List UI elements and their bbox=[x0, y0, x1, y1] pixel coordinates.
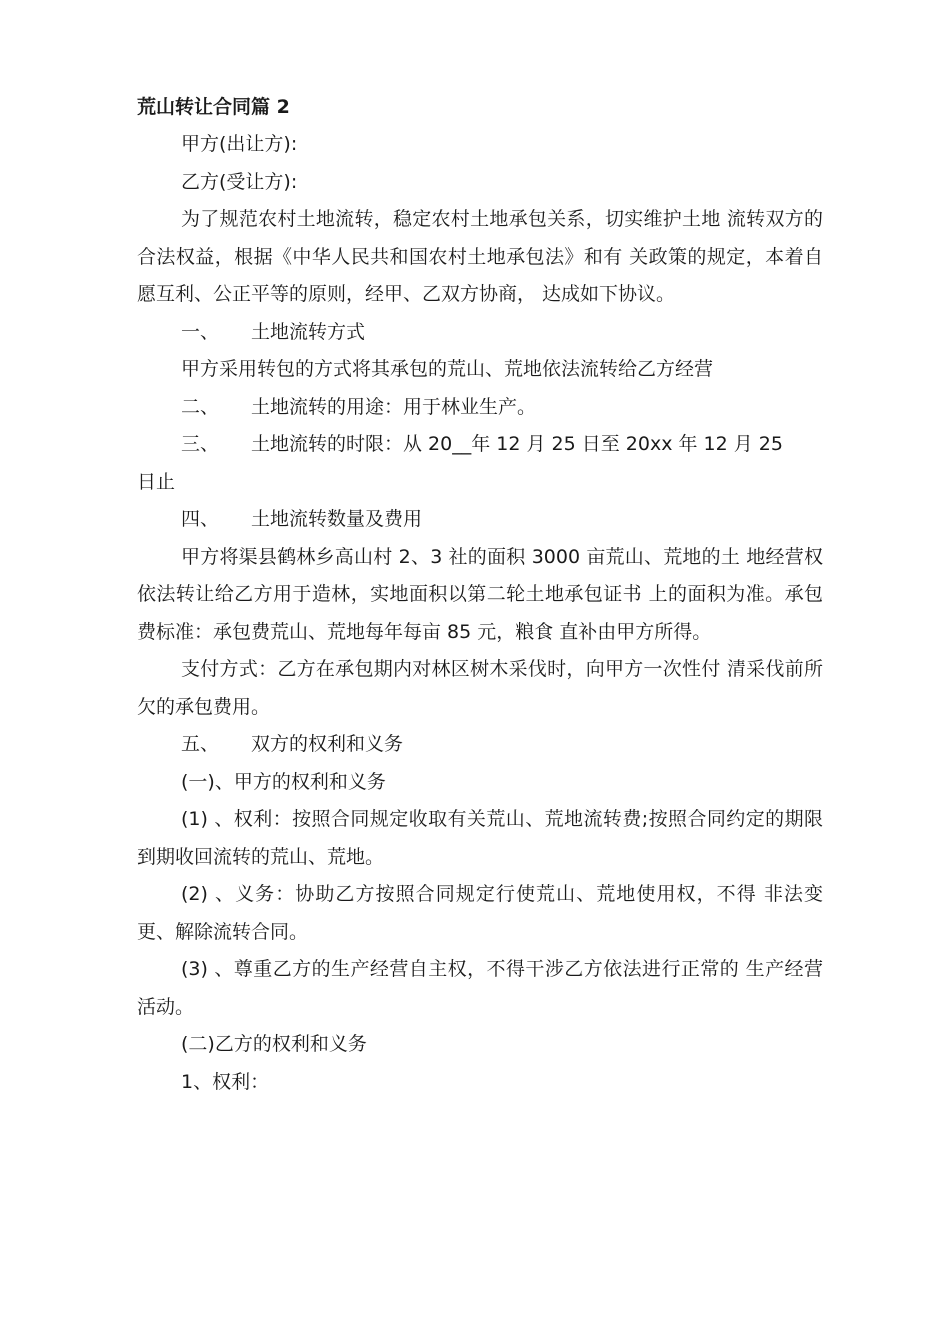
document-title: 荒山转让合同篇 2 bbox=[137, 96, 290, 118]
section-title: 土地流转数量及费用 bbox=[251, 508, 423, 530]
section-title: 土地流转方式 bbox=[251, 320, 366, 343]
section-1-heading bbox=[137, 314, 823, 352]
party-a-line: 甲方(出让方): bbox=[181, 133, 298, 155]
section-title: 土地流转的时限：从 20__年 12 月 25 日至 20xx 年 12 月 25 bbox=[251, 433, 783, 455]
document-page bbox=[137, 88, 823, 1101]
party-b-rights-heading: (二)乙方的权利和义务 bbox=[181, 1033, 367, 1055]
intro-paragraph: 为了规范农村土地流转，稳定农村土地承包关系，切实维护土地 流转双方的合法权益，根据《中华人民共和国农村土地承包法》和有 关政策的规定，本着自愿互利、公正平等的原则，经甲、乙双方协商， 达成如下协议。 bbox=[137, 208, 823, 305]
party-a-item-3: (3) 、尊重乙方的生产经营自主权，不得干涉乙方依法进行正常的 生产经营活动。 bbox=[137, 958, 823, 1018]
section-number: 二、 bbox=[181, 395, 220, 418]
section-4-heading bbox=[137, 501, 823, 539]
section-3-heading bbox=[137, 426, 823, 464]
party-a-item-2: (2) 、义务：协助乙方按照合同规定行使荒山、荒地使用权，不得 非法变更、解除流转合同。 bbox=[137, 883, 823, 943]
section-title: 土地流转的用途：用于林业生产。 bbox=[251, 395, 537, 418]
party-a-rights-heading: (一)、甲方的权利和义务 bbox=[181, 770, 386, 793]
section-1-body: 甲方采用转包的方式将其承包的荒山、荒地依法流转给乙方经营 bbox=[181, 358, 714, 380]
payment-method-paragraph: 支付方式：乙方在承包期内对林区树木采伐时，向甲方一次性付 清采伐前所欠的承包费用。 bbox=[137, 658, 823, 718]
party-b-item-1: 1、权利： bbox=[181, 1070, 270, 1093]
section-4-body: 甲方将渠县鹤林乡高山村 2、3 社的面积 3000 亩荒山、荒地的土 地经营权依法转让给乙方用于造林，实地面积以第二轮土地承包证书 上的面积为准。承包费标准：承包费荒山、荒地每年每亩 85 元，粮食 直补由甲方所得。 bbox=[137, 545, 823, 643]
section-number: 三、 bbox=[181, 433, 220, 455]
section-number: 四、 bbox=[181, 508, 220, 530]
section-5-heading bbox=[137, 726, 823, 764]
party-a-item-1: (1) 、权利：按照合同规定收取有关荒山、荒地流转费;按照合同约定的期限到期收回流转的荒山、荒地。 bbox=[137, 808, 823, 868]
section-number: 五、 bbox=[181, 733, 220, 755]
section-3-continuation: 日止 bbox=[137, 470, 176, 493]
section-2-heading bbox=[137, 389, 823, 427]
section-number: 一、 bbox=[181, 320, 220, 343]
party-b-line: 乙方(受让方): bbox=[181, 170, 298, 193]
section-title: 双方的权利和义务 bbox=[251, 733, 404, 755]
